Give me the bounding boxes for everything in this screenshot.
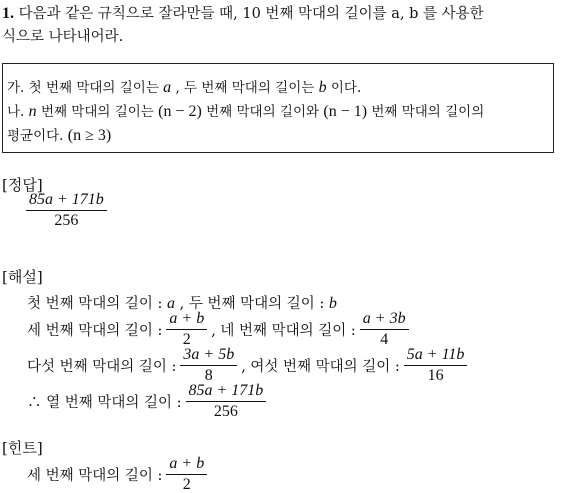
condition-na-n: n <box>28 103 37 120</box>
solution-l2-frac1 <box>166 311 207 348</box>
solution-l2-frac2-den: 4 <box>380 330 389 348</box>
problem-line-1 <box>2 2 484 23</box>
condition-box <box>2 63 554 153</box>
solution-l3-frac2-den: 16 <box>427 366 444 384</box>
condition-na-end: 번째 막대의 길이의 <box>371 104 485 120</box>
solution-l2-frac2-num: a + 3b <box>360 311 409 330</box>
solution-l3-frac2 <box>404 347 468 384</box>
condition-na-expr2: (n − 1) <box>323 103 368 120</box>
hint-frac-num: a + b <box>166 456 207 475</box>
condition-ga <box>7 76 361 97</box>
solution-l2-mid: , 네 번째 막대의 길이 : <box>211 322 356 339</box>
solution-l1-text: 첫 번째 막대의 길이 : <box>27 296 163 312</box>
solution-l2-frac1-den: 2 <box>182 330 191 348</box>
solution-line-4 <box>27 383 270 419</box>
condition-na-line2 <box>7 124 111 145</box>
solution-line-3 <box>27 347 471 383</box>
solution-l1-mid: , 두 번째 막대의 길이 : <box>179 296 325 312</box>
answer-fraction <box>22 192 111 229</box>
solution-l3-frac2-num: 5a + 11b <box>404 347 468 366</box>
problem-text-line-1: 다음과 같은 규칙으로 잘라만들 때, 10 번째 막대의 길이를 a, b 를 사용한 <box>18 6 484 22</box>
solution-l4-text: ∴ 열 번째 막대의 길이 : <box>27 394 182 411</box>
condition-ga-text: 가. 첫 번째 막대의 길이는 <box>7 80 159 96</box>
solution-l3-mid: , 여섯 번째 막대의 길이 : <box>241 358 400 375</box>
condition-na <box>7 100 484 121</box>
solution-l4-frac <box>186 383 267 420</box>
condition-na-mid1: 번째 막대의 길이는 <box>40 104 154 120</box>
condition-na-cond: (n ≥ 3) <box>67 127 112 144</box>
condition-na-expr1: (n − 2) <box>158 103 202 120</box>
problem-line-2 <box>2 25 123 46</box>
hint-frac-den: 2 <box>182 475 191 493</box>
condition-ga-b: b <box>318 79 327 96</box>
solution-l3-frac1-num: 3a + 5b <box>180 347 237 366</box>
condition-na-line2-text: 평균이다. <box>7 128 64 144</box>
solution-l3-frac1-den: 8 <box>204 366 213 384</box>
solution-l2-text: 세 번째 막대의 길이 : <box>27 322 163 339</box>
problem-number: 1. <box>2 5 14 22</box>
solution-line-2 <box>27 311 413 347</box>
hint-frac <box>166 456 207 493</box>
hint-text: 세 번째 막대의 길이 : <box>27 467 163 484</box>
solution-l2-frac1-num: a + b <box>166 311 207 330</box>
problem-text-line-2: 식으로 나타내어라. <box>2 29 124 45</box>
solution-l2-frac2 <box>360 311 409 348</box>
answer-numerator: 85a + 171b <box>26 192 107 211</box>
solution-l3-frac1 <box>180 347 237 384</box>
hint-line <box>27 456 211 492</box>
answer-header: [정답] <box>2 176 43 194</box>
solution-l4-frac-den: 256 <box>213 402 238 420</box>
condition-ga-a: a <box>163 79 172 96</box>
answer-denominator: 256 <box>54 212 79 229</box>
solution-header: [해설] <box>2 268 43 286</box>
solution-l1-a: a <box>167 295 175 312</box>
solution-l4-frac-num: 85a + 171b <box>186 383 267 402</box>
condition-ga-end: 이다. <box>330 80 362 96</box>
hint-header: [힌트] <box>2 439 43 457</box>
condition-ga-mid: , 두 번째 막대의 길이는 <box>175 80 315 96</box>
solution-l3-text: 다섯 번째 막대의 길이 : <box>27 358 177 375</box>
condition-na-prefix: 나. <box>7 104 25 120</box>
solution-l1-b: b <box>328 295 337 312</box>
condition-na-mid2: 번째 막대의 길이와 <box>206 104 320 120</box>
